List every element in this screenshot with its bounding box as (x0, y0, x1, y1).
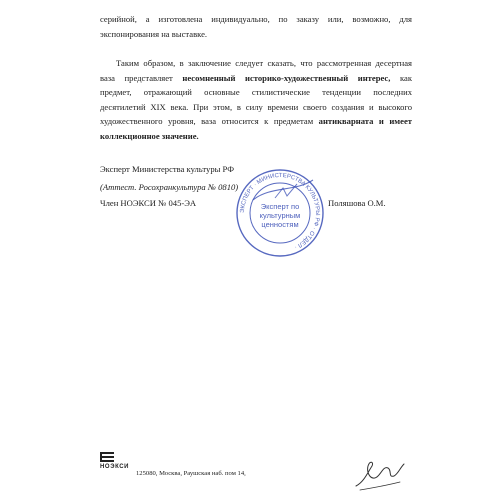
stamp-outer-text: ЭКСПЕРТ · МИНИСТЕРСТВА КУЛЬТУРЫ РФ · ОТДЕЛ · (239, 172, 321, 250)
paragraph-1-line-1: серийной, а изготовлена индивидуально, по заказу или, возможно, для (100, 14, 412, 24)
attestation-line: (Аттест. Росохранкультура № 0810) (100, 182, 239, 192)
noeksi-logo-icon (100, 452, 114, 462)
stamp-center-line-1: Эксперт по (260, 202, 300, 211)
paragraph-2-line-5-bold: антикварната и имеет (318, 116, 412, 127)
membership-line: Член НОЭКСИ № 045-ЭА (100, 198, 197, 208)
paragraph-1 (100, 12, 412, 41)
expert-stamp (235, 168, 325, 258)
stamp-center-line-2: культурным (259, 211, 301, 220)
signatory-name: Поляшова О.М. (328, 198, 386, 208)
paragraph-2 (100, 56, 412, 144)
paragraph-2-line-2-pre: ваза представляет (100, 72, 183, 83)
paragraph-2-line-4: десятилетий XIX века. При этом, в силу времени своего создания и высокого (100, 101, 412, 112)
paragraph-1-line-2: экспонирования на выставке. (100, 28, 208, 39)
footer-address: 125080, Москва, Раушская наб. пом 14, (136, 470, 246, 477)
noeksi-logo-text: НОЭКСИ (100, 464, 130, 470)
paragraph-2-line-5-pre: художественного уровня, ваза относится к предметам (100, 116, 319, 127)
paragraph-2-line-2-bold: несомненный историко-художественный интерес, (182, 72, 391, 83)
paragraph-2-line-6: коллекционное значение. (100, 130, 199, 141)
stamp-center-line-3: ценностям (261, 220, 299, 229)
paragraph-2-line-2 (100, 71, 412, 86)
handwritten-signature (350, 452, 410, 494)
paragraph-2-line-1: Таким образом, в заключение следует сказать, что рассмотренная десертная (116, 58, 412, 68)
paragraph-2-line-3: предмет, отражающий основные стилистические тенденции последних (100, 87, 412, 98)
paragraph-2-line-5 (100, 114, 412, 129)
paragraph-2-line-2-post: как (390, 72, 412, 83)
expert-title: Эксперт Министерства культуры РФ (100, 164, 234, 174)
